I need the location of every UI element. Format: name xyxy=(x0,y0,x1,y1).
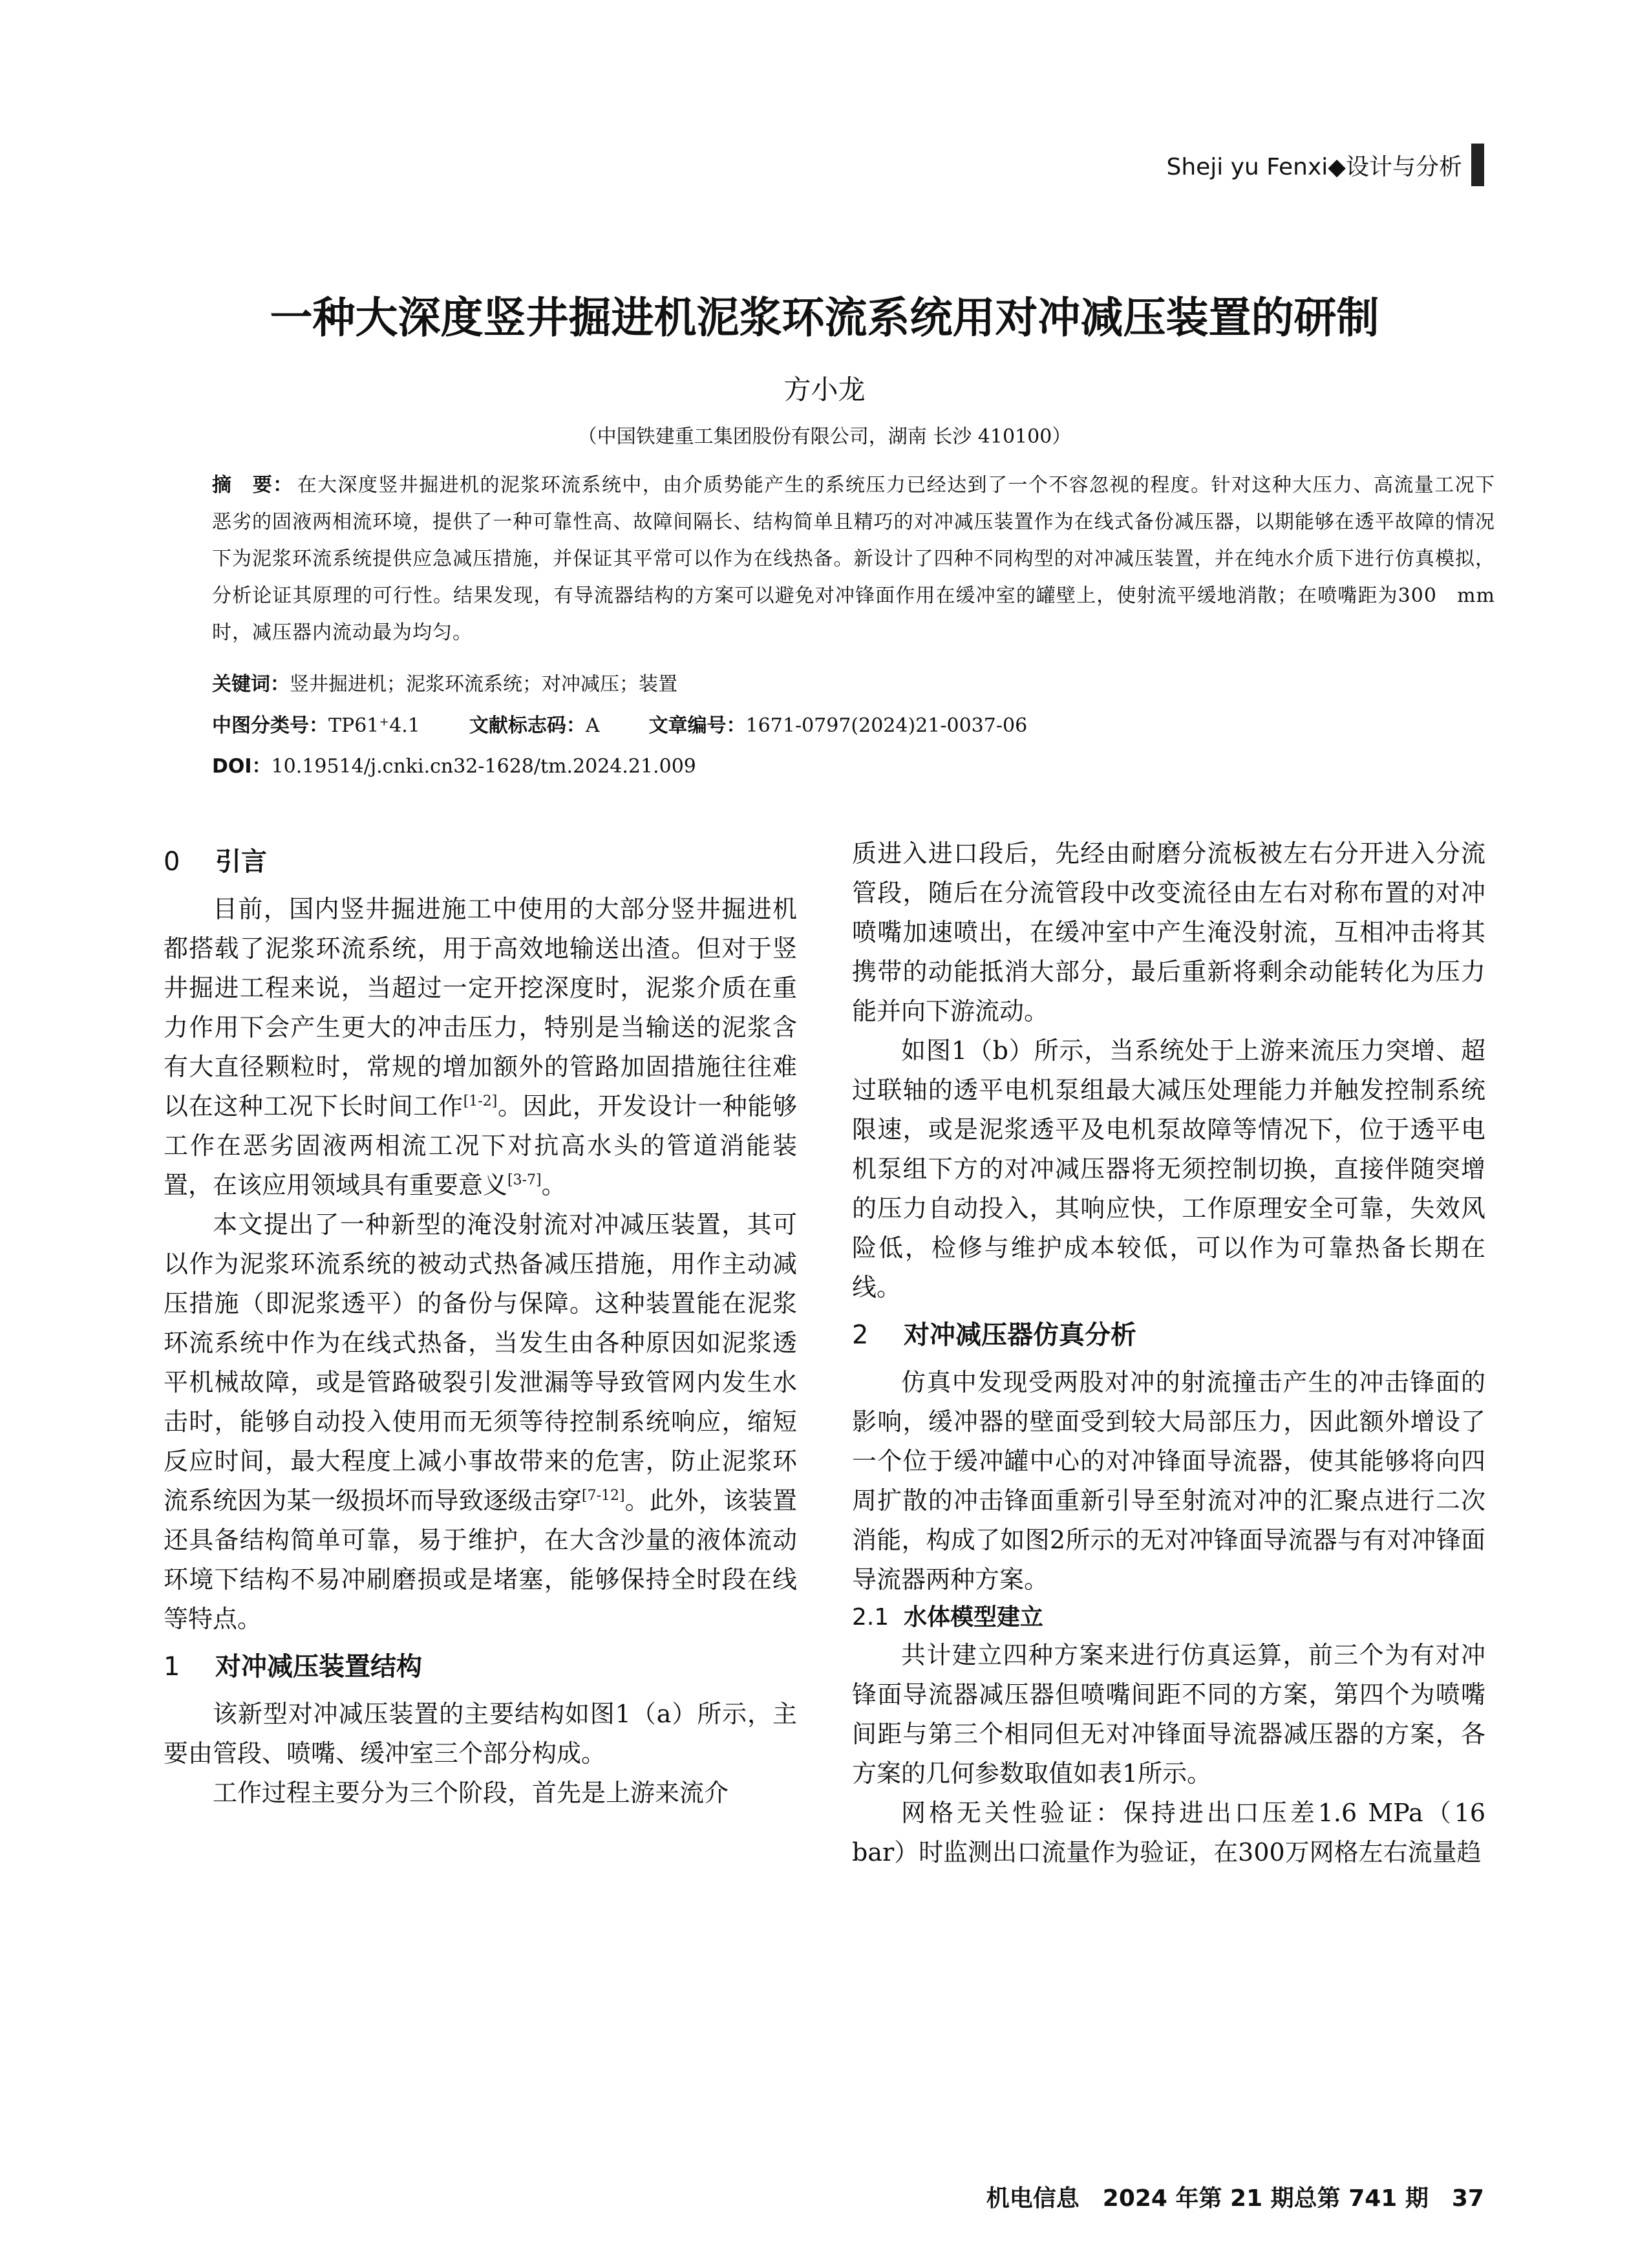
affiliation: （中国铁建重工集团股份有限公司，湖南 长沙 410100） xyxy=(577,425,1072,448)
page-footer: 机电信息 2024 年第 21 期总第 741 期 37 xyxy=(986,2185,1484,2212)
section-heading-2 xyxy=(852,1307,1485,1363)
abstract xyxy=(212,467,1495,651)
paragraph-text: 。因此，开发设计一种能够工作在恶劣固液两相流工况下对抗高水头的管道消能装置，在该应用领域具有重要意义 xyxy=(164,1092,797,1199)
author-name: 方小龙 xyxy=(783,374,866,405)
clc-value: TP61⁺4.1 xyxy=(328,714,420,737)
paragraph: 该新型对冲减压装置的主要结构如图1（a）所示，主要由管段、喷嘴、缓冲室三个部分构成。 xyxy=(164,1700,797,1768)
doi-value: 10.19514/j.cnki.cn32-1628/tm.2024.21.009 xyxy=(271,755,696,778)
right-column xyxy=(852,834,1485,1872)
classification-line xyxy=(212,709,1027,738)
section-number: 0 xyxy=(164,847,180,877)
doi xyxy=(212,750,696,778)
paragraph-text: 。 xyxy=(541,1171,566,1199)
journal-section-label: Sheji yu Fenxi◆设计与分析 xyxy=(1166,153,1462,180)
subsection-title: 水体模型建立 xyxy=(904,1604,1044,1631)
citation: [1-2] xyxy=(463,1093,498,1109)
section-heading-0 xyxy=(164,834,797,890)
doi-label: DOI： xyxy=(212,755,271,778)
paragraph xyxy=(164,890,797,1205)
keywords-label: 关键词： xyxy=(212,673,290,696)
keywords-text: 竖井掘进机；泥浆环流系统；对冲减压；装置 xyxy=(290,673,677,696)
citation: [7-12] xyxy=(581,1488,625,1504)
section-title: 引言 xyxy=(215,847,267,877)
keywords xyxy=(212,668,677,696)
doc-code-value: A xyxy=(585,714,600,737)
section-heading-1 xyxy=(164,1639,797,1695)
paragraph: 仿真中发现受两股对冲的射流撞击产生的冲击锋面的影响，缓冲器的壁面受到较大局部压力，因此额外增设了一个位于缓冲罐中心的对冲锋面导流器，使其能够将向四周扩散的冲击锋面重新引导至射流对冲的汇聚点进行二次消能，构成了如图2所示的无对冲锋面导流器与有对冲锋面导流器两种方案。 xyxy=(852,1368,1485,1594)
header-bar xyxy=(1471,144,1484,186)
subsection-heading-2-1 xyxy=(852,1599,1485,1636)
journal-header xyxy=(1166,144,1484,186)
section-title: 对冲减压装置结构 xyxy=(215,1652,422,1682)
clc-label: 中图分类号： xyxy=(212,714,328,737)
subsection-number: 2.1 xyxy=(852,1604,889,1631)
paper-title: 一种大深度竖井掘进机泥浆环流系统用对冲减压装置的研制 xyxy=(270,293,1379,343)
paragraph: 共计建立四种方案来进行仿真运算，前三个为有对冲锋面导流器减压器但喷嘴间距不同的方案，第四个为喷嘴间距与第三个相同但无对冲锋面导流器减压器的方案，各方案的几何参数取值如表1所示。 xyxy=(852,1641,1485,1788)
paragraph-text: 本文提出了一种新型的淹没射流对冲减压装置，其可以作为泥浆环流系统的被动式热备减压措施，用作主动减压措施（即泥浆透平）的备份与保障。这种装置能在泥浆环流系统中作为在线式热备，当发生由各种原因如泥浆透平机械故障，或是管路破裂引发泄漏等导致管网内发生水击时，能够自动投入使用而无须等待控制系统响应，缩短反应时间，最大程度上减小事故带来的危害，防止泥浆环流系统因为某一级损坏而导致逐级击穿 xyxy=(164,1210,797,1515)
left-column xyxy=(164,834,797,1813)
paragraph xyxy=(164,1205,797,1639)
abstract-text: 在大深度竖井掘进机的泥浆环流系统中，由介质势能产生的系统压力已经达到了一个不容忽视的程度。针对这种大压力、高流量工况下恶劣的固液两相流环境，提供了一种可靠性高、故障间隔长、结构简单且精巧的对冲减压装置作为在线式备份减压器，以期能够在透平故障的情况下为泥浆环流系统提供应急减压措施，并保证其平常可以作为在线热备。新设计了四种不同构型的对冲减压装置，并在纯水介质下进行仿真模拟，分析论证其原理的可行性。结果发现，有导流器结构的方案可以避免对冲锋面作用在缓冲室的罐壁上，使射流平缓地消散；在喷嘴距为300 mm时，减压器内流动最为均匀。 xyxy=(212,474,1496,644)
section-number: 1 xyxy=(164,1652,180,1682)
doc-code-label: 文献标志码： xyxy=(469,714,586,737)
section-number: 2 xyxy=(852,1320,869,1350)
paragraph: 质进入进口段后，先经由耐磨分流板被左右分开进入分流管段，随后在分流管段中改变流径由左右对称布置的对冲喷嘴加速喷出，在缓冲室中产生淹没射流，互相冲击将其携带的动能抵消大部分，最后重新将剩余动能转化为压力能并向下游流动。 xyxy=(852,839,1485,1025)
article-number-label: 文章编号： xyxy=(648,714,746,737)
paragraph: 工作过程主要分为三个阶段，首先是上游来流介 xyxy=(213,1779,729,1807)
citation: [3-7] xyxy=(507,1172,542,1188)
abstract-label: 摘 要： xyxy=(212,474,293,497)
section-title: 对冲减压器仿真分析 xyxy=(904,1320,1136,1350)
paragraph: 如图1（b）所示，当系统处于上游来流压力突增、超过联轴的透平电机泵组最大减压处理能力并触发控制系统限速，或是泥浆透平及电机泵故障等情况下，位于透平电机泵组下方的对冲减压器将无须控制切换，直接伴随突增的压力自动投入，其响应快，工作原理安全可靠，失效风险低，检修与维护成本较低，可以作为可靠热备长期在线。 xyxy=(852,1036,1485,1301)
paragraph-text: 。此外，该装置还具备结构简单可靠，易于维护，在大含沙量的液体流动环境下结构不易冲刷磨损或是堵塞，能够保持全时段在线等特点。 xyxy=(164,1486,797,1633)
paragraph: 网格无关性验证：保持进出口压差1.6 MPa（16 bar）时监测出口流量作为验证，在300万网格左右流量趋 xyxy=(852,1799,1485,1867)
paragraph-text: 目前，国内竖井掘进施工中使用的大部分竖井掘进机都搭载了泥浆环流系统，用于高效地输送出渣。但对于竖井掘进工程来说，当超过一定开挖深度时，泥浆介质在重力作用下会产生更大的冲击压力，特别是当输送的泥浆含有大直径颗粒时，常规的增加额外的管路加固措施往往难以在这种工况下长时间工作 xyxy=(164,895,797,1120)
article-number-value: 1671-0797(2024)21-0037-06 xyxy=(745,714,1028,737)
